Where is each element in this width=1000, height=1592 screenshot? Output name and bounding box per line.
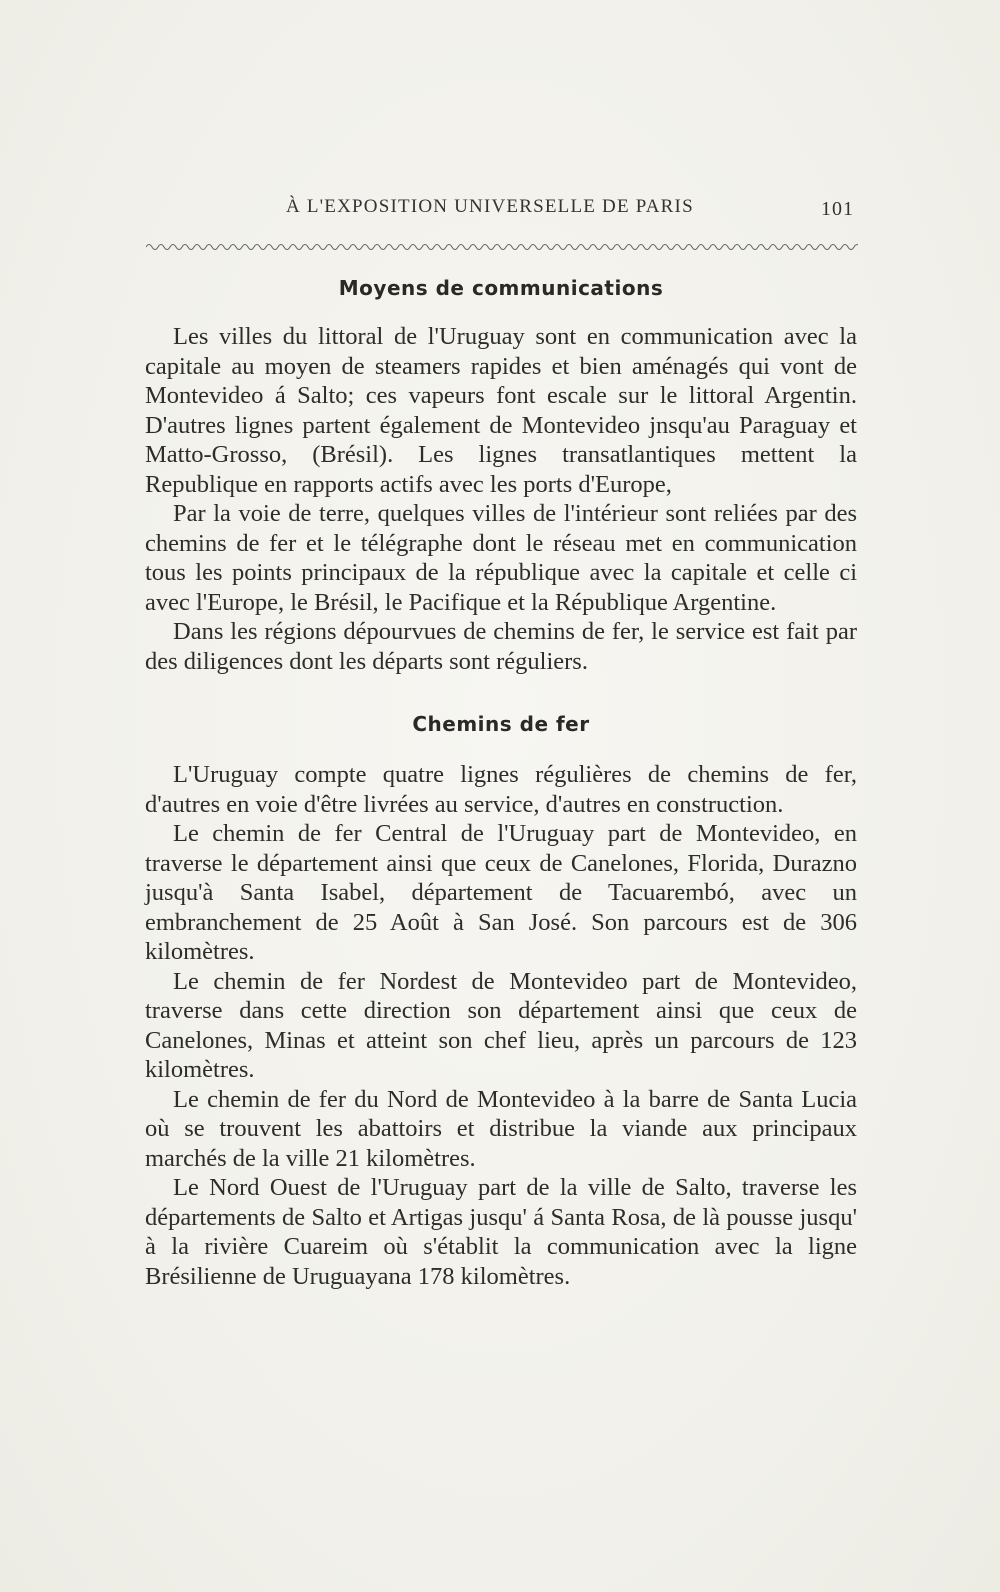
running-title: À L'EXPOSITION UNIVERSELLE DE PARIS [286,196,694,217]
paragraph: Le chemin de fer Nordest de Montevideo part de Montevideo, traverse dans cette direction son département ainsi que ceux de Canelones, Minas et atteint son chef lieu, après un parcours de 123 kilomètres. [145,967,857,1083]
wavy-rule-divider [146,240,858,254]
paragraph: L'Uruguay compte quatre lignes régulières de chemins de fer, d'autres en voie d'être livrées au service, d'autres en construction. [145,761,857,818]
section-heading-communications: Moyens de communications [338,276,664,300]
paragraph: Le Nord Ouest de l'Uruguay part de la ville de Salto, traverse les départements de Salto et Artigas jusqu' á Santa Rosa, de là pousse jusqu' à la rivière Cuareim où s'établit la communication avec la ligne Brésilienne de Uruguayana 178 kilomètres. [145,1174,857,1290]
paragraph: Par la voie de terre, quelques villes de l'intérieur sont reliées par des chemins de fer et le télégraphe dont le réseau met en communication tous les points principaux de la république avec la capitale et celle ci avec l'Europe, le Brésil, le Pacifique et la République Argentine. [145,500,857,616]
paragraph: Dans les régions dépourvues de chemins de fer, le service est fait par des diligences dont les départs sont réguliers. [145,618,857,675]
section-heading-railways: Chemins de fer [412,712,590,736]
paragraph: Le chemin de fer Central de l'Uruguay part de Montevideo, en traverse le département ainsi que ceux de Canelones, Florida, Durazno jusqu'à Santa Isabel, département de Tacuarembó, avec un embranchement de 25 Août à San José. Son parcours est de 306 kilomètres. [145,820,857,965]
page-header [146,192,854,228]
paragraph: Le chemin de fer du Nord de Montevideo à la barre de Santa Lucia où se trouvent les abattoirs et distribue la viande aux principaux marchés de la ville 21 kilomètres. [145,1085,857,1172]
page-content [145,270,857,1291]
page-number: 101 [821,198,854,220]
paragraph: Les villes du littoral de l'Uruguay sont en communication avec la capitale au moyen de steamers rapides et bien aménagés qui vont de Montevideo á Salto; ces vapeurs font escale sur le littoral Argentin. D'autres lignes partent également de Montevideo jnsqu'au Paraguay et Matto-Grosso, (Brésil). Les lignes transatlantiques mettent la Republique en rapports actifs avec les ports d'Europe, [145,323,857,498]
